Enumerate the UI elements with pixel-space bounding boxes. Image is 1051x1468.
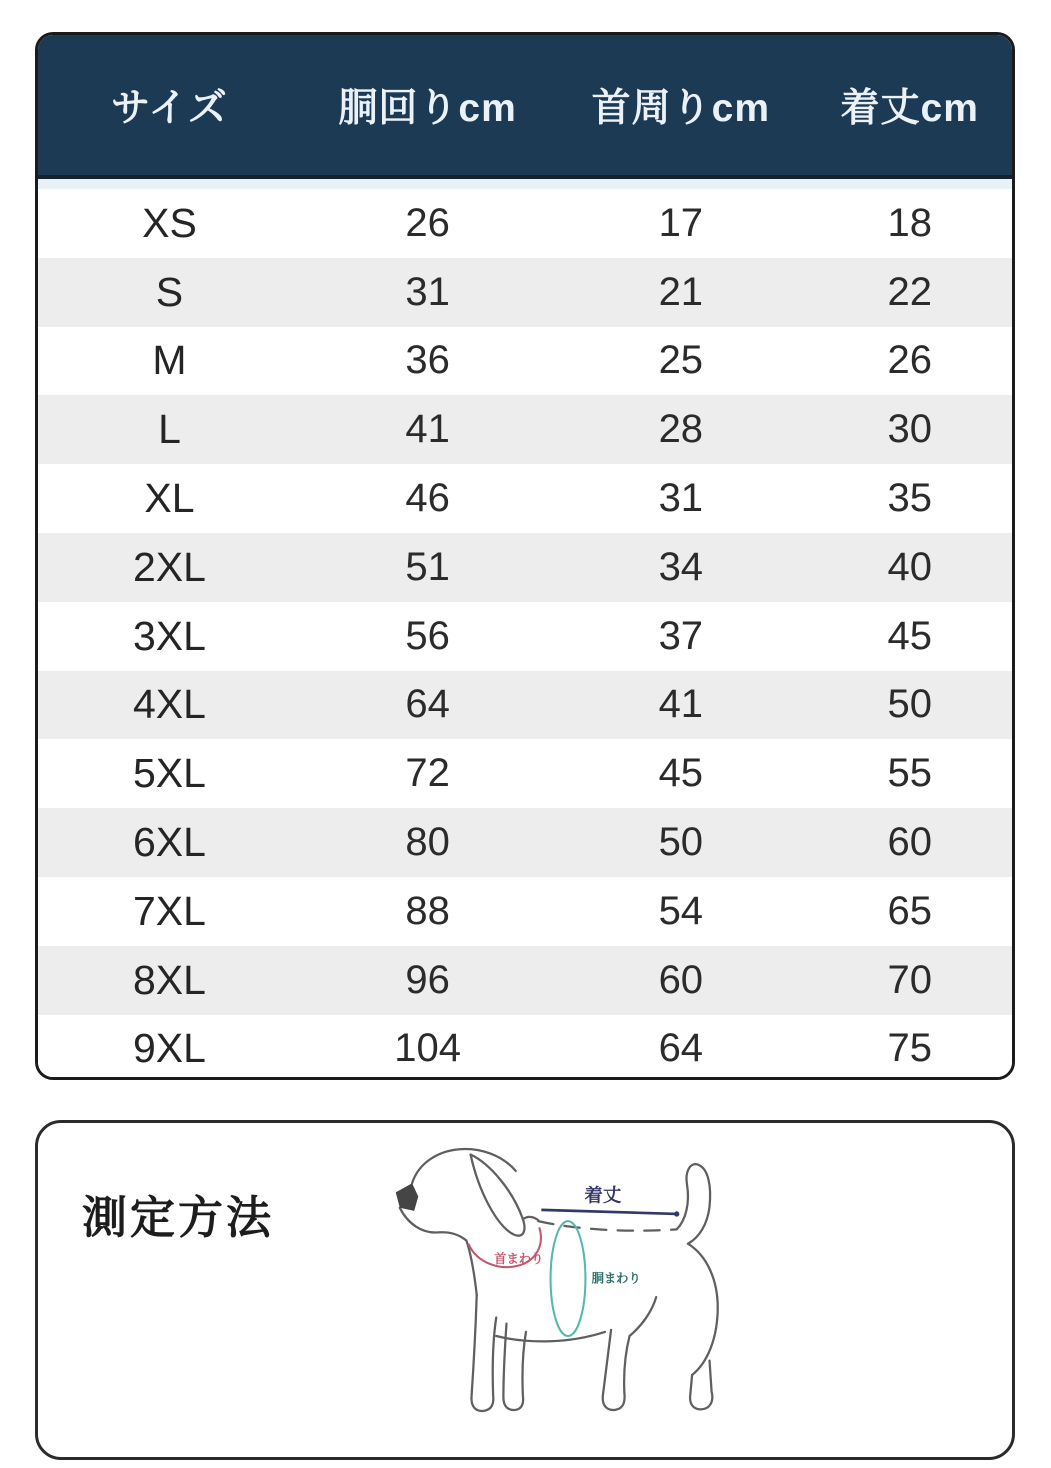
value-cell: 28 [658, 407, 704, 452]
size-chart-table [35, 32, 1015, 1080]
table-row [38, 533, 1012, 602]
value-cell: 18 [887, 200, 932, 245]
column-header-neck: 首周りcm [591, 87, 770, 130]
table-row [38, 602, 1012, 671]
dog-near-front-leg [471, 1295, 496, 1411]
neck-girth-label: 首まわり [494, 1252, 544, 1267]
value-cell: 50 [887, 682, 932, 727]
dog-haunch-outline [688, 1244, 718, 1375]
size-cell: 9XL [133, 1025, 206, 1072]
value-cell: 45 [658, 751, 704, 796]
size-cell: M [152, 337, 187, 384]
value-cell: 104 [394, 1026, 461, 1071]
value-cell: 96 [405, 957, 450, 1002]
dog-belly-line [496, 1332, 605, 1341]
value-cell: 50 [658, 820, 704, 865]
value-cell: 60 [887, 820, 932, 865]
body-length-label: 着丈 [584, 1184, 622, 1206]
value-cell: 37 [658, 613, 704, 658]
value-cell: 75 [887, 1026, 932, 1071]
table-row [38, 258, 1012, 327]
table-row [38, 808, 1012, 877]
value-cell: 26 [405, 200, 450, 245]
size-cell: 7XL [133, 887, 206, 934]
value-cell: 80 [405, 820, 450, 865]
size-cell: L [158, 406, 181, 453]
value-cell: 51 [405, 544, 450, 589]
table-row [38, 1015, 1012, 1080]
header-divider-strip [38, 179, 1012, 189]
measurement-guide-panel [35, 1120, 1015, 1460]
value-cell: 55 [887, 751, 932, 796]
value-cell: 35 [887, 476, 932, 521]
value-cell: 25 [658, 338, 704, 383]
size-cell: 6XL [133, 819, 206, 866]
size-cell: 5XL [133, 750, 206, 797]
value-cell: 72 [405, 751, 450, 796]
dog-withers-line [523, 1217, 538, 1220]
size-cell: 8XL [133, 956, 206, 1003]
value-cell: 64 [405, 682, 450, 727]
value-cell: 64 [658, 1026, 704, 1071]
body-length-endpoint [674, 1211, 679, 1216]
table-row [38, 671, 1012, 740]
table-row [38, 464, 1012, 533]
table-row [38, 395, 1012, 464]
dog-measurement-diagram [373, 1135, 763, 1457]
dog-nose [396, 1183, 419, 1211]
table-row [38, 739, 1012, 808]
value-cell: 30 [887, 407, 932, 452]
value-cell: 36 [405, 338, 450, 383]
value-cell: 26 [887, 338, 932, 383]
dog-ear-outline [471, 1154, 525, 1235]
column-header-size: サイズ [111, 87, 228, 130]
value-cell: 56 [405, 613, 450, 658]
dog-far-front-leg [503, 1324, 526, 1410]
table-row [38, 189, 1012, 258]
dog-tail-outline [677, 1164, 710, 1244]
value-cell: 65 [887, 888, 932, 933]
table-row [38, 877, 1012, 946]
value-cell: 34 [658, 544, 704, 589]
value-cell: 70 [887, 957, 932, 1002]
value-cell: 22 [887, 269, 932, 314]
column-header-length: 着丈cm [840, 87, 979, 130]
size-table-rows [38, 189, 1012, 1080]
dog-muzzle-outline [400, 1208, 477, 1295]
size-chart-header-row [38, 35, 1012, 179]
body-length-line [541, 1210, 676, 1214]
table-row [38, 946, 1012, 1015]
size-cell: S [155, 268, 184, 315]
chest-girth-label: 胴まわり [591, 1271, 641, 1286]
size-cell: XS [142, 199, 197, 246]
size-cell: 4XL [133, 681, 206, 728]
size-cell: 3XL [133, 612, 206, 659]
value-cell: 41 [658, 682, 704, 727]
chest-girth-ellipse [551, 1221, 586, 1336]
value-cell: 41 [405, 407, 450, 452]
value-cell: 88 [405, 888, 450, 933]
table-row [38, 327, 1012, 396]
size-cell: XL [144, 475, 195, 522]
dog-near-hind-leg [603, 1297, 656, 1410]
value-cell: 45 [887, 613, 932, 658]
value-cell: 21 [658, 269, 704, 314]
value-cell: 54 [658, 888, 704, 933]
value-cell: 46 [405, 476, 450, 521]
column-header-chest: 胴回りcm [338, 87, 517, 130]
value-cell: 31 [658, 476, 704, 521]
measurement-guide-title: 測定方法 [82, 1192, 275, 1243]
value-cell: 17 [658, 200, 704, 245]
size-cell: 2XL [133, 543, 206, 590]
value-cell: 40 [887, 544, 932, 589]
dog-far-hind-leg [690, 1361, 712, 1410]
value-cell: 60 [658, 957, 704, 1002]
value-cell: 31 [405, 269, 450, 314]
